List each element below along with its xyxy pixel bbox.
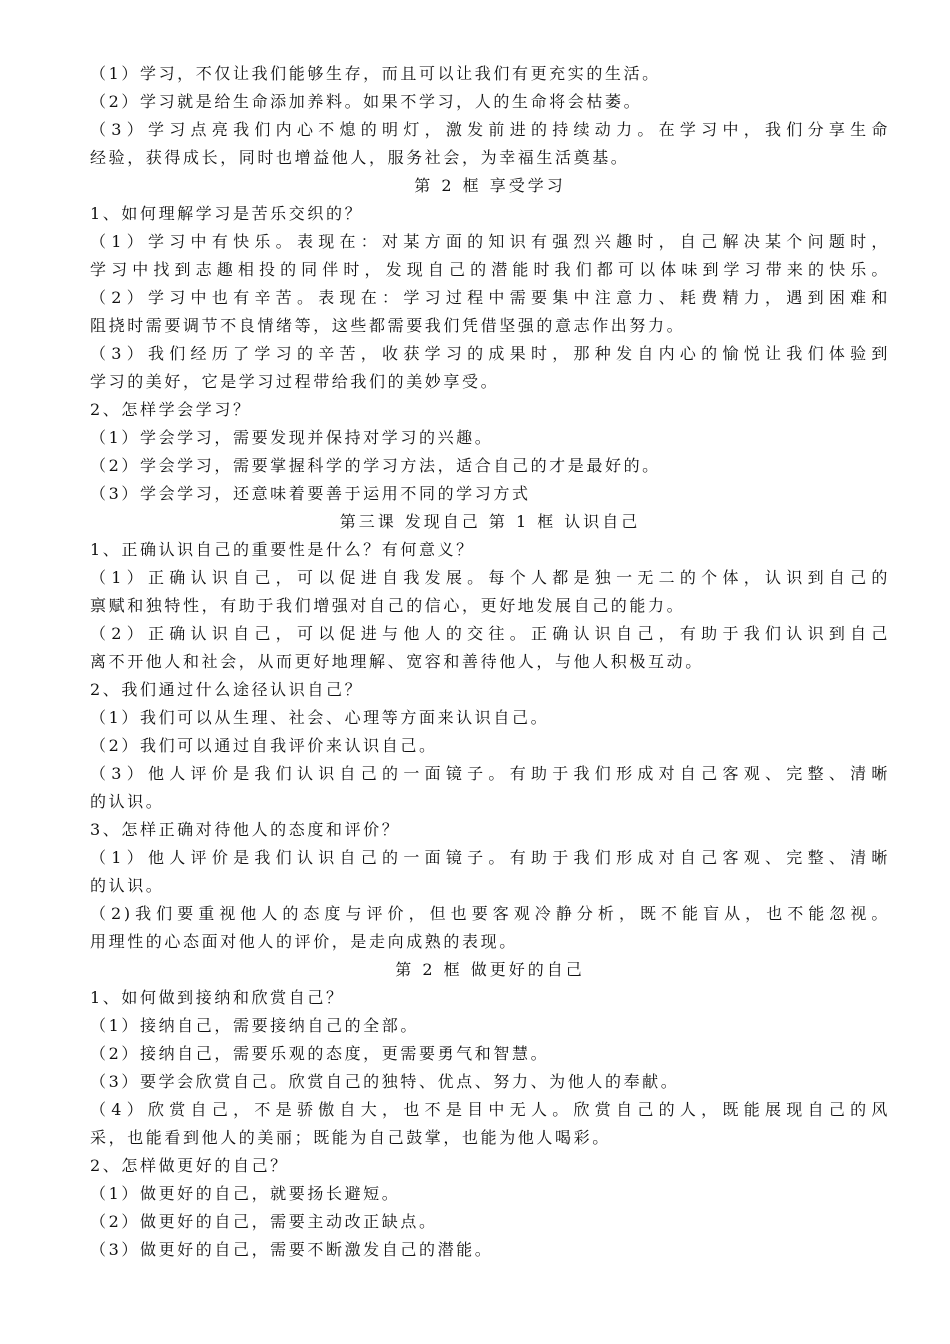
text-line: （2）我们可以通过自我评价来认识自己。: [90, 736, 438, 755]
text-line: （3）要学会欣赏自己。欣赏自己的独特、优点、努力、为他人的奉献。: [90, 1072, 680, 1091]
text-line: 离不开他人和社会，从而更好地理解、宽容和善待他人，与他人积极互动。: [90, 652, 704, 671]
text-line: （2）学会学习，需要掌握科学的学习方法，适合自己的才是最好的。: [90, 456, 661, 475]
text-line: （1）正确认识自己，可以促进自我发展。每个人都是独一无二的个体，认识到自己的: [90, 568, 890, 587]
text-line: 的认识。: [90, 792, 165, 811]
text-line: （3）他人评价是我们认识自己的一面镜子。有助于我们形成对自己客观、完整、清晰: [90, 764, 890, 783]
text-line: （2）正确认识自己，可以促进与他人的交往。正确认识自己，有助于我们认识到自己: [90, 624, 890, 643]
text-line: （3）学习点亮我们内心不熄的明灯，激发前进的持续动力。在学习中，我们分享生命: [90, 120, 890, 139]
text-line: （1）学会学习，需要发现并保持对学习的兴趣。: [90, 428, 494, 447]
text-line: （1）我们可以从生理、社会、心理等方面来认识自己。: [90, 708, 550, 727]
text-line: （2）做更好的自己，需要主动改正缺点。: [90, 1212, 438, 1231]
text-line: （3）做更好的自己，需要不断激发自己的潜能。: [90, 1240, 494, 1259]
text-line: 禀赋和独特性，有助于我们增强对自己的信心，更好地发展自己的能力。: [90, 596, 686, 615]
text-line: 经验，获得成长，同时也增益他人，服务社会，为幸福生活奠基。: [90, 148, 630, 167]
text-line: （2)我们要重视他人的态度与评价，但也要客观冷静分析，既不能盲从，也不能忽视。: [90, 904, 890, 923]
text-line: 阻挠时需要调节不良情绪等，这些都需要我们凭借坚强的意志作出努力。: [90, 316, 686, 335]
text-line: （2）接纳自己，需要乐观的态度，更需要勇气和智慧。: [90, 1044, 550, 1063]
text-line: （2）学习就是给生命添加养料。如果不学习，人的生命将会枯萎。: [90, 92, 643, 111]
text-line: 采，也能看到他人的美丽；既能为自己鼓掌，也能为他人喝彩。: [90, 1128, 611, 1147]
text-line: （1）接纳自己，需要接纳自己的全部。: [90, 1016, 419, 1035]
text-line: （4）欣赏自己，不是骄傲自大，也不是目中无人。欣赏自己的人，既能展现自己的风: [90, 1100, 890, 1119]
text-line: （3）学会学习，还意味着要善于运用不同的学习方式: [90, 484, 531, 503]
text-line: （3）我们经历了学习的辛苦，收获学习的成果时，那种发自内心的愉悦让我们体验到: [90, 344, 890, 363]
section-heading: 第 2 框 做更好的自己: [395, 960, 585, 979]
section-heading: 第 2 框 享受学习: [414, 176, 566, 195]
text-line: （1）做更好的自己，就要扬长避短。: [90, 1184, 401, 1203]
section-heading: 第三课 发现自己 第 1 框 认识自己: [339, 512, 641, 531]
text-line: 2、怎样做更好的自己？: [90, 1156, 289, 1175]
text-line: 2、我们通过什么途径认识自己？: [90, 680, 364, 699]
text-line: （2）学习中也有辛苦。表现在：学习过程中需要集中注意力、耗费精力，遇到困难和: [90, 288, 890, 307]
text-line: （1）学习，不仅让我们能够生存，而且可以让我们有更充实的生活。: [90, 64, 661, 83]
text-line: 用理性的心态面对他人的评价，是走向成熟的表现。: [90, 932, 518, 951]
text-line: 1、如何做到接纳和欣赏自己？: [90, 988, 345, 1007]
text-line: 1、正确认识自己的重要性是什么？有何意义？: [90, 540, 475, 559]
text-line: （1）他人评价是我们认识自己的一面镜子。有助于我们形成对自己客观、完整、清晰: [90, 848, 890, 867]
text-line: 学习的美好，它是学习过程带给我们的美妙享受。: [90, 372, 500, 391]
text-line: 的认识。: [90, 876, 165, 895]
text-line: 2、怎样学会学习？: [90, 400, 252, 419]
text-line: 3、怎样正确对待他人的态度和评价？: [90, 820, 401, 839]
text-body: [90, 60, 890, 1264]
text-line: 1、如何理解学习是苦乐交织的？: [90, 204, 364, 223]
text-line: （1）学习中有快乐。表现在：对某方面的知识有强烈兴趣时，自己解决某个问题时，: [90, 232, 890, 251]
text-line: 学习中找到志趣相投的同伴时，发现自己的潜能时我们都可以体味到学习带来的快乐。: [90, 260, 890, 279]
